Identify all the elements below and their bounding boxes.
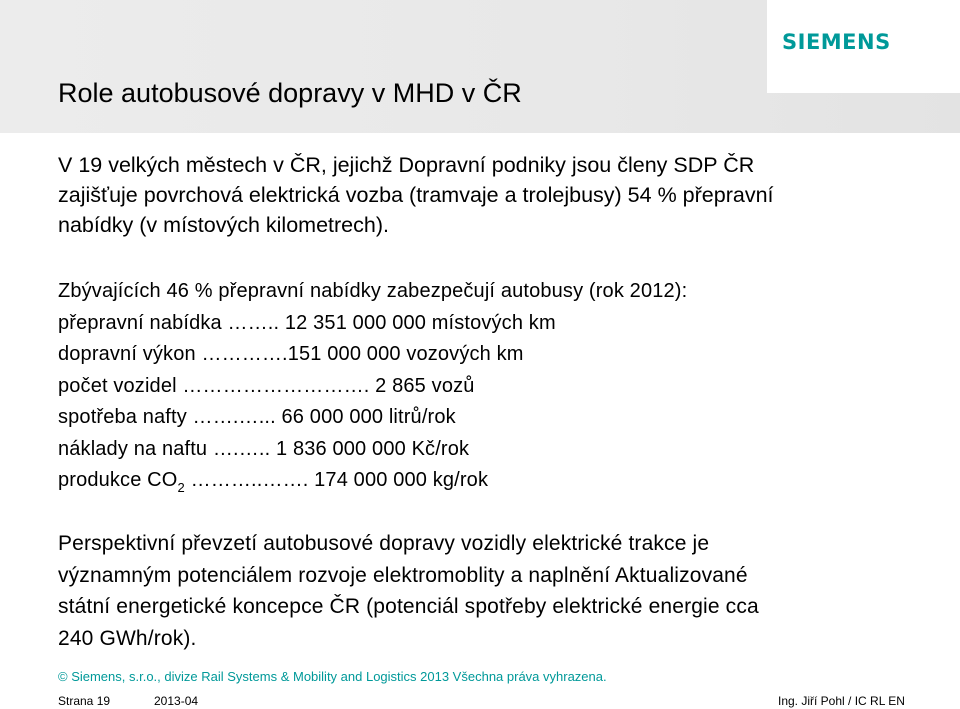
- stats-row: dopravní výkon ………….151 000 000 vozových km: [58, 343, 524, 365]
- intro-line: V 19 velkých městech v ČR, jejichž Dopravní podniky jsou členy SDP ČR: [58, 153, 755, 177]
- intro-paragraph: [58, 150, 774, 240]
- stats-heading: Zbývajících 46 % přepravní nabídky zabezpečují autobusy (rok 2012):: [58, 280, 688, 302]
- stats-row-co2: [58, 465, 687, 498]
- perspective-line: významným potenciálem rozvoje elektromoblity a naplnění Aktualizované: [58, 563, 748, 587]
- perspective-line: státní energetické koncepce ČR (potenciál spotřeby elektrické energie cca: [58, 595, 759, 618]
- footer-date: 2013-04: [154, 694, 199, 708]
- stats-row: přepravní nabídka …….. 12 351 000 000 místových km: [58, 311, 556, 334]
- co2-subscript: 2: [177, 480, 185, 495]
- intro-line: nabídky (v místových kilometrech).: [58, 213, 389, 237]
- stats-row: počet vozidel ………………………. 2 865 vozů: [58, 374, 475, 397]
- intro-line: zajišťuje povrchová elektrická vozba (tramvaje a trolejbusy) 54 % přepravní: [58, 183, 774, 207]
- perspective-line: 240 GWh/rok).: [58, 626, 197, 650]
- co2-value: ………..……. 174 000 000 kg/rok: [184, 469, 489, 491]
- siemens-logo: SIEMENS: [782, 30, 891, 54]
- perspective-paragraph: [58, 528, 759, 654]
- page-number: Strana 19: [58, 694, 111, 708]
- stats-block: [58, 276, 687, 498]
- slide-title: Role autobusové dopravy v MHD v ČR: [58, 78, 522, 108]
- footer-author: Ing. Jiří Pohl / IC RL EN: [778, 694, 905, 708]
- stats-row: náklady na naftu ….….. 1 836 000 000 Kč/rok: [58, 437, 470, 460]
- co2-label: produkce CO: [58, 469, 178, 491]
- copyright-footer: © Siemens, s.r.o., divize Rail Systems & Mobility and Logistics 2013 Všechna práva vyhrazena.: [58, 669, 607, 684]
- stats-row: spotřeba nafty …….…... 66 000 000 litrů/rok: [58, 406, 456, 428]
- perspective-line: Perspektivní převzetí autobusové dopravy vozidly elektrické trakce je: [58, 532, 710, 555]
